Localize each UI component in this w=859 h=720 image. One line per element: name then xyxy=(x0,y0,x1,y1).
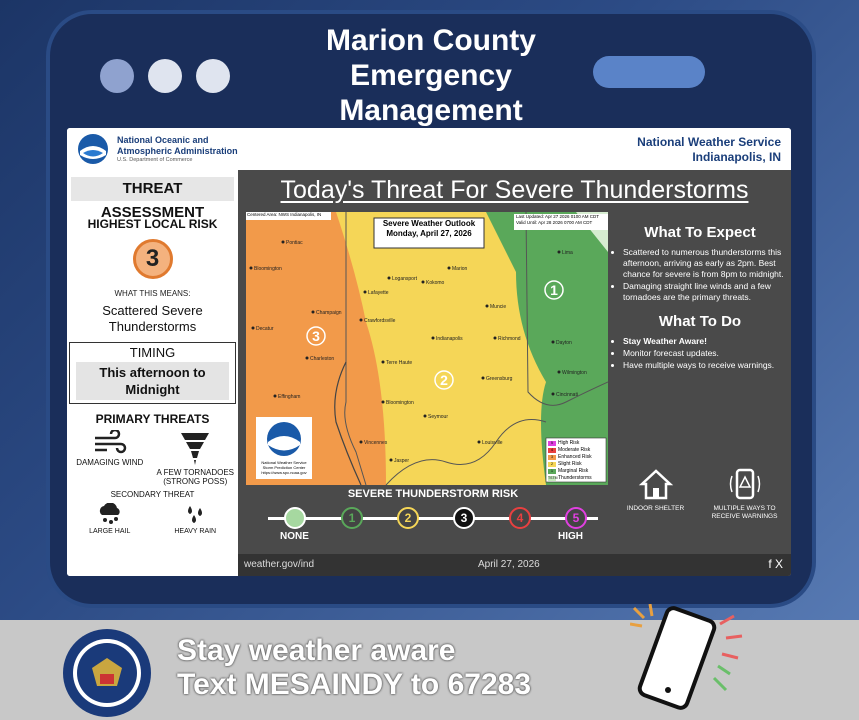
city-marker xyxy=(388,277,391,280)
risk-description: Scattered Severe Thunderstorms xyxy=(102,303,203,334)
scale-circle: 3 xyxy=(453,507,475,529)
city-marker xyxy=(486,305,489,308)
city-label: Muncie xyxy=(490,304,507,310)
city-marker xyxy=(282,241,285,244)
graphic-footer xyxy=(238,554,791,576)
zone-label: 1 xyxy=(550,282,558,298)
action-shelter xyxy=(621,466,691,521)
city-label: Richmond xyxy=(498,336,521,342)
center-area: Centered Area: NWS Indianapolis, IN xyxy=(247,212,322,217)
city-marker xyxy=(482,377,485,380)
actions xyxy=(611,466,789,521)
city-label: Jasper xyxy=(394,458,410,464)
city-label: Wilmington xyxy=(562,370,587,376)
raindrops-icon xyxy=(182,503,208,525)
do-heading: What To Do xyxy=(658,313,742,330)
warnings-label: MULTIPLE WAYS TO RECEIVE WARNINGS xyxy=(711,505,778,520)
scale-title: SEVERE THUNDERSTORM RISK xyxy=(347,488,519,500)
valid-until: Valid Until: Apr 28 2026 0700 AM CDT xyxy=(516,220,593,225)
city-marker xyxy=(360,319,363,322)
city-label: Bloomington xyxy=(386,400,414,406)
do-item: • Have multiple ways to receive warnings. xyxy=(623,360,789,371)
scale-labels xyxy=(268,531,598,543)
threat-hail-label: LARGE HAIL xyxy=(89,528,131,535)
city-marker xyxy=(382,401,385,404)
city-marker xyxy=(494,337,497,340)
scale-line xyxy=(268,517,598,520)
social-icons[interactable]: f X xyxy=(768,557,783,571)
city-label: Lafayette xyxy=(368,290,389,296)
city-label: Greensburg xyxy=(486,376,513,382)
city-label: Cincinnati xyxy=(556,392,578,398)
city-marker xyxy=(558,251,561,254)
do-item: • Monitor forecast updates. xyxy=(623,348,789,359)
outlook-panel xyxy=(238,170,791,576)
noaa-dept: U.S. Department of Commerce xyxy=(117,157,193,163)
expect-heading: What To Expect xyxy=(644,224,756,241)
city-marker xyxy=(250,267,253,270)
city-marker xyxy=(422,281,425,284)
city-label: Vincennes xyxy=(364,440,388,446)
do-item: • Stay Weather Aware! xyxy=(623,336,789,347)
city-marker xyxy=(478,441,481,444)
city-marker xyxy=(364,291,367,294)
timing-box xyxy=(69,342,236,404)
map-legend xyxy=(548,440,592,482)
risk-scale xyxy=(268,488,598,543)
primary-threats-heading: PRIMARY THREATS xyxy=(95,412,210,426)
footer-url[interactable]: weather.gov/ind xyxy=(244,559,315,570)
legend-label: Marginal Risk xyxy=(558,468,589,474)
nws-line1: National Weather Service xyxy=(637,135,781,149)
shelter-label: INDOOR SHELTER xyxy=(626,505,685,512)
expect-list xyxy=(611,247,789,303)
frame-title: Marion County Emergency Management xyxy=(326,24,536,127)
outlook-graphic xyxy=(67,128,791,576)
mesa-seal-icon xyxy=(62,628,152,718)
threat-wind-label: DAMAGING WIND xyxy=(76,458,144,467)
secondary-threat-heading: SECONDARY THREAT xyxy=(110,490,195,499)
wind-icon xyxy=(93,430,127,456)
city-marker xyxy=(306,357,309,360)
hail-icon xyxy=(97,503,123,525)
legend-entry xyxy=(548,454,592,461)
legend-entry xyxy=(548,468,592,475)
city-label: Effingham xyxy=(278,394,301,400)
nws-office xyxy=(637,135,781,165)
text-alert-message: Stay weather aware Text MESAINDY to 67283 xyxy=(177,634,532,701)
threat-rain-label: HEAVY RAIN xyxy=(174,528,217,535)
risk-level-badge: 3 xyxy=(133,239,173,279)
phone-alert-illustration xyxy=(630,604,760,714)
legend-label: Slight Risk xyxy=(558,461,582,467)
threat-tornado xyxy=(155,430,235,486)
scale-high-label: HIGH xyxy=(558,531,583,542)
city-label: Lima xyxy=(562,250,573,256)
last-updated: Last Updated: Apr 27 2026 0100 AM CDT xyxy=(516,214,600,219)
map-title: Today's Threat For Severe Thunderstorms xyxy=(280,176,749,204)
city-marker xyxy=(424,415,427,418)
outlook-title: Severe Weather Outlook xyxy=(382,219,476,228)
city-marker xyxy=(252,327,255,330)
timing-label: TIMING xyxy=(129,345,176,360)
expect-panel xyxy=(611,224,789,372)
nws-line2: Indianapolis, IN xyxy=(692,150,781,164)
update-times xyxy=(516,214,599,226)
city-label: Bloomington xyxy=(254,266,282,272)
outlook-map xyxy=(246,212,608,485)
noaa-name: National Oceanic and Atmospheric Administration xyxy=(117,135,238,156)
legend-label: Thunderstorms xyxy=(558,475,592,481)
do-list xyxy=(611,336,789,371)
threat-hail xyxy=(70,503,150,536)
city-marker xyxy=(390,459,393,462)
threat-assessment-heading: THREAT ASSESSMENT xyxy=(71,177,234,201)
secondary-threats xyxy=(67,503,238,536)
legend-label: Moderate Risk xyxy=(558,447,591,453)
expect-item: • Scattered to numerous thunderstorms this afternoon, arriving as early as 2pm. Best chance for severe is from 8pm to midnight. xyxy=(623,247,789,280)
city-label: Kokomo xyxy=(426,280,445,286)
city-label: Marion xyxy=(452,266,468,272)
legend-swatch: 5 xyxy=(548,441,556,446)
house-icon xyxy=(638,466,674,502)
noaa-logo-icon xyxy=(77,133,109,165)
city-label: Crawfordsville xyxy=(364,318,396,324)
legend-swatch: 2 xyxy=(548,462,556,467)
city-label: Decatur xyxy=(256,326,274,332)
city-label: Charleston xyxy=(310,356,335,362)
zone-label: 3 xyxy=(312,328,320,344)
threat-panel xyxy=(67,170,238,576)
scale-circle: 5 xyxy=(565,507,587,529)
city-marker xyxy=(448,267,451,270)
what-this-means: WHAT THIS MEANS: xyxy=(114,289,191,298)
legend-entry xyxy=(548,461,592,468)
zone-label: 2 xyxy=(440,372,448,388)
scale-row xyxy=(268,505,598,531)
legend-entry xyxy=(548,447,592,454)
scale-circle: 2 xyxy=(397,507,419,529)
tornado-icon xyxy=(178,430,212,466)
city-marker xyxy=(360,441,363,444)
city-label: Pontiac xyxy=(286,240,303,246)
scale-none-label: NONE xyxy=(280,531,309,542)
outlook-title-box xyxy=(374,219,484,239)
timing-value: This afternoon to Midnight xyxy=(76,362,229,400)
legend-swatch: 4 xyxy=(548,448,556,453)
city-marker xyxy=(432,337,435,340)
city-label: Seymour xyxy=(428,414,449,420)
threat-rain xyxy=(155,503,235,536)
legend-entry xyxy=(548,440,592,447)
legend-swatch: TSTM xyxy=(548,476,558,480)
spc-label: National Weather Service Storm Prediction Center xyxy=(261,460,307,470)
graphic-header xyxy=(67,128,791,171)
threat-wind xyxy=(70,430,150,486)
scale-circle-none xyxy=(284,507,306,529)
city-marker xyxy=(558,371,561,374)
city-label: Indianapolis xyxy=(436,336,463,342)
city-label: Logansport xyxy=(392,276,418,282)
city-marker xyxy=(552,393,555,396)
city-label: Dayton xyxy=(556,340,572,346)
threat-tornado-label: A FEW TORNADOES (STRONG POSS) xyxy=(156,468,234,486)
city-marker xyxy=(274,395,277,398)
city-label: Terre Haute xyxy=(386,360,413,366)
legend-label: High Risk xyxy=(558,440,580,446)
outlook-date: Monday, April 27, 2026 xyxy=(386,229,472,238)
footer-date: April 27, 2026 xyxy=(478,559,540,570)
city-label: Champaign xyxy=(316,310,342,316)
city-marker xyxy=(382,361,385,364)
spc-credit xyxy=(256,460,312,475)
phone-alert-icon xyxy=(727,466,763,502)
legend-swatch: 3 xyxy=(548,455,556,460)
primary-threats xyxy=(67,430,238,486)
city-marker xyxy=(552,341,555,344)
legend-entry xyxy=(548,475,592,482)
highest-risk-heading: HIGHEST LOCAL RISK xyxy=(87,217,218,231)
expect-item: • Damaging straight line winds and a few tornadoes are the primary threats. xyxy=(623,281,789,303)
spc-url: https://www.spc.noaa.gov xyxy=(261,470,307,475)
legend-label: Enhanced Risk xyxy=(558,454,592,460)
scale-circle: 1 xyxy=(341,507,363,529)
city-marker xyxy=(312,311,315,314)
scale-circle: 4 xyxy=(509,507,531,529)
action-warnings xyxy=(710,466,780,521)
city-label: Louisville xyxy=(482,440,503,446)
legend-swatch: 1 xyxy=(548,469,556,474)
